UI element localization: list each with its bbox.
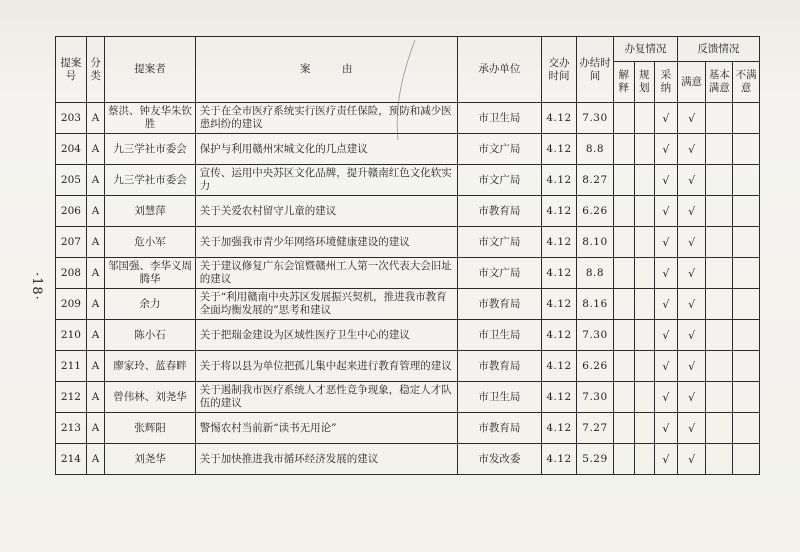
header-feedback-satisfied: 满意 bbox=[677, 62, 706, 103]
cell-basic bbox=[706, 351, 733, 382]
cell-assigned: 4.12 bbox=[542, 134, 577, 165]
header-proposer: 提案者 bbox=[105, 37, 195, 103]
cell-proposer: 九三学社市委会 bbox=[105, 165, 195, 196]
cell-proposer: 危小军 bbox=[105, 227, 195, 258]
cell-explain bbox=[613, 134, 634, 165]
cell-number: 207 bbox=[56, 227, 87, 258]
table-row bbox=[56, 103, 760, 134]
cell-completed: 8.10 bbox=[576, 227, 613, 258]
cell-unit: 市教育局 bbox=[457, 413, 541, 444]
cell-proposer: 余力 bbox=[105, 289, 195, 320]
cell-assigned: 4.12 bbox=[542, 289, 577, 320]
cell-satisfied: √ bbox=[677, 258, 706, 289]
cell-plan bbox=[634, 382, 655, 413]
cell-reason: 关于将以县为单位把孤儿集中起来进行教育管理的建议 bbox=[195, 351, 457, 382]
cell-reason: 警惕农村当前新“读书无用论” bbox=[195, 413, 457, 444]
table-row bbox=[56, 134, 760, 165]
cell-basic bbox=[706, 320, 733, 351]
table-row bbox=[56, 413, 760, 444]
cell-plan bbox=[634, 258, 655, 289]
cell-basic bbox=[706, 227, 733, 258]
cell-proposer: 陈小石 bbox=[105, 320, 195, 351]
cell-category: A bbox=[86, 444, 104, 475]
cell-unsatisfied bbox=[733, 165, 760, 196]
cell-explain bbox=[613, 103, 634, 134]
cell-category: A bbox=[86, 382, 104, 413]
cell-completed: 8.16 bbox=[576, 289, 613, 320]
cell-reason: 关于“利用赣南中央苏区发展振兴契机，推进我市教育全面均衡发展的”思考和建议 bbox=[195, 289, 457, 320]
cell-category: A bbox=[86, 289, 104, 320]
cell-satisfied: √ bbox=[677, 382, 706, 413]
cell-reason: 保护与利用赣州宋城文化的几点建议 bbox=[195, 134, 457, 165]
cell-explain bbox=[613, 289, 634, 320]
table-row bbox=[56, 289, 760, 320]
cell-adopt: √ bbox=[655, 103, 678, 134]
cell-number: 212 bbox=[56, 382, 87, 413]
header-completed-time: 办结时间 bbox=[576, 37, 613, 103]
page-number: ·18· bbox=[29, 272, 44, 301]
table-row bbox=[56, 258, 760, 289]
cell-plan bbox=[634, 413, 655, 444]
cell-basic bbox=[706, 196, 733, 227]
cell-unit: 市教育局 bbox=[457, 351, 541, 382]
cell-number: 206 bbox=[56, 196, 87, 227]
header-category: 分类 bbox=[86, 37, 104, 103]
cell-reason: 关于把瑞金建设为区域性医疗卫生中心的建议 bbox=[195, 320, 457, 351]
cell-assigned: 4.12 bbox=[542, 444, 577, 475]
cell-number: 211 bbox=[56, 351, 87, 382]
cell-proposer: 张辉阳 bbox=[105, 413, 195, 444]
cell-proposer: 刘慧萍 bbox=[105, 196, 195, 227]
cell-unsatisfied bbox=[733, 227, 760, 258]
cell-adopt: √ bbox=[655, 320, 678, 351]
cell-satisfied: √ bbox=[677, 351, 706, 382]
cell-number: 214 bbox=[56, 444, 87, 475]
cell-unit: 市文广局 bbox=[457, 258, 541, 289]
cell-completed: 8.8 bbox=[576, 134, 613, 165]
cell-unsatisfied bbox=[733, 351, 760, 382]
cell-unsatisfied bbox=[733, 258, 760, 289]
cell-unsatisfied bbox=[733, 320, 760, 351]
header-handling-adopt: 采纳 bbox=[655, 62, 678, 103]
header-feedback-basic: 基本满意 bbox=[706, 62, 733, 103]
cell-explain bbox=[613, 351, 634, 382]
cell-unit: 市卫生局 bbox=[457, 320, 541, 351]
cell-plan bbox=[634, 351, 655, 382]
cell-basic bbox=[706, 134, 733, 165]
cell-plan bbox=[634, 165, 655, 196]
cell-explain bbox=[613, 227, 634, 258]
cell-basic bbox=[706, 444, 733, 475]
cell-satisfied: √ bbox=[677, 134, 706, 165]
cell-number: 205 bbox=[56, 165, 87, 196]
cell-unsatisfied bbox=[733, 103, 760, 134]
cell-explain bbox=[613, 382, 634, 413]
cell-proposer: 刘尧华 bbox=[105, 444, 195, 475]
cell-unit: 市文广局 bbox=[457, 165, 541, 196]
header-subject: 案 由 bbox=[195, 37, 457, 103]
cell-category: A bbox=[86, 320, 104, 351]
cell-assigned: 4.12 bbox=[542, 413, 577, 444]
cell-basic bbox=[706, 289, 733, 320]
cell-category: A bbox=[86, 258, 104, 289]
header-number: 提案号 bbox=[56, 37, 87, 103]
cell-completed: 7.30 bbox=[576, 103, 613, 134]
cell-satisfied: √ bbox=[677, 320, 706, 351]
cell-explain bbox=[613, 165, 634, 196]
cell-adopt: √ bbox=[655, 165, 678, 196]
cell-adopt: √ bbox=[655, 351, 678, 382]
cell-unit: 市卫生局 bbox=[457, 382, 541, 413]
cell-adopt: √ bbox=[655, 134, 678, 165]
cell-unsatisfied bbox=[733, 382, 760, 413]
cell-unsatisfied bbox=[733, 289, 760, 320]
cell-assigned: 4.12 bbox=[542, 258, 577, 289]
cell-adopt: √ bbox=[655, 444, 678, 475]
cell-category: A bbox=[86, 165, 104, 196]
cell-unit: 市教育局 bbox=[457, 289, 541, 320]
header-unit: 承办单位 bbox=[457, 37, 541, 103]
cell-completed: 6.26 bbox=[576, 351, 613, 382]
cell-assigned: 4.12 bbox=[542, 320, 577, 351]
cell-number: 213 bbox=[56, 413, 87, 444]
table-row bbox=[56, 196, 760, 227]
cell-category: A bbox=[86, 413, 104, 444]
cell-plan bbox=[634, 289, 655, 320]
cell-proposer: 九三学社市委会 bbox=[105, 134, 195, 165]
cell-number: 203 bbox=[56, 103, 87, 134]
cell-number: 208 bbox=[56, 258, 87, 289]
cell-explain bbox=[613, 444, 634, 475]
cell-proposer: 曾伟林、刘尧华 bbox=[105, 382, 195, 413]
cell-basic bbox=[706, 413, 733, 444]
cell-reason: 关于加强我市青少年网络环境健康建设的建议 bbox=[195, 227, 457, 258]
header-handling-plan: 规划 bbox=[634, 62, 655, 103]
cell-adopt: √ bbox=[655, 258, 678, 289]
cell-reason: 关于关爱农村留守儿童的建议 bbox=[195, 196, 457, 227]
cell-completed: 8.8 bbox=[576, 258, 613, 289]
cell-category: A bbox=[86, 227, 104, 258]
cell-assigned: 4.12 bbox=[542, 351, 577, 382]
cell-number: 210 bbox=[56, 320, 87, 351]
cell-proposer: 廖家玲、蓝春畔 bbox=[105, 351, 195, 382]
cell-satisfied: √ bbox=[677, 289, 706, 320]
cell-unit: 市卫生局 bbox=[457, 103, 541, 134]
cell-satisfied: √ bbox=[677, 413, 706, 444]
cell-basic bbox=[706, 382, 733, 413]
cell-completed: 5.29 bbox=[576, 444, 613, 475]
cell-completed: 8.27 bbox=[576, 165, 613, 196]
cell-category: A bbox=[86, 103, 104, 134]
header-assigned-time: 交办时间 bbox=[542, 37, 577, 103]
cell-explain bbox=[613, 320, 634, 351]
header-handling-explain: 解释 bbox=[613, 62, 634, 103]
cell-adopt: √ bbox=[655, 413, 678, 444]
cell-reason: 宣传、运用中央苏区文化品牌，提升赣南红色文化软实力 bbox=[195, 165, 457, 196]
cell-plan bbox=[634, 227, 655, 258]
cell-adopt: √ bbox=[655, 227, 678, 258]
table-row bbox=[56, 320, 760, 351]
header-feedback-unsatisfied: 不满意 bbox=[733, 62, 760, 103]
cell-plan bbox=[634, 103, 655, 134]
cell-assigned: 4.12 bbox=[542, 103, 577, 134]
cell-assigned: 4.12 bbox=[542, 196, 577, 227]
cell-completed: 7.30 bbox=[576, 382, 613, 413]
table-row bbox=[56, 444, 760, 475]
table-row bbox=[56, 382, 760, 413]
cell-category: A bbox=[86, 134, 104, 165]
cell-reason: 关于遏制我市医疗系统人才恶性竞争现象，稳定人才队伍的建议 bbox=[195, 382, 457, 413]
cell-plan bbox=[634, 320, 655, 351]
cell-unsatisfied bbox=[733, 444, 760, 475]
proposal-table bbox=[55, 36, 760, 475]
cell-completed: 7.30 bbox=[576, 320, 613, 351]
cell-unsatisfied bbox=[733, 196, 760, 227]
cell-category: A bbox=[86, 196, 104, 227]
cell-assigned: 4.12 bbox=[542, 165, 577, 196]
cell-plan bbox=[634, 134, 655, 165]
header-handling-group: 办复情况 bbox=[613, 37, 677, 62]
cell-proposer: 蔡洪、钟友华朱钦胜 bbox=[105, 103, 195, 134]
header-feedback-group: 反馈情况 bbox=[677, 37, 759, 62]
cell-unit: 市发改委 bbox=[457, 444, 541, 475]
cell-satisfied: √ bbox=[677, 103, 706, 134]
cell-explain bbox=[613, 196, 634, 227]
cell-satisfied: √ bbox=[677, 227, 706, 258]
cell-plan bbox=[634, 444, 655, 475]
cell-unsatisfied bbox=[733, 413, 760, 444]
cell-plan bbox=[634, 196, 655, 227]
cell-adopt: √ bbox=[655, 382, 678, 413]
cell-explain bbox=[613, 413, 634, 444]
cell-unit: 市文广局 bbox=[457, 134, 541, 165]
cell-satisfied: √ bbox=[677, 444, 706, 475]
cell-reason: 关于建议修复广东会馆暨赣州工人第一次代表大会旧址的建议 bbox=[195, 258, 457, 289]
cell-explain bbox=[613, 258, 634, 289]
cell-proposer: 邹国强、李华义周腾华 bbox=[105, 258, 195, 289]
cell-basic bbox=[706, 103, 733, 134]
table-row bbox=[56, 165, 760, 196]
cell-unit: 市文广局 bbox=[457, 227, 541, 258]
table-row bbox=[56, 227, 760, 258]
cell-completed: 7.27 bbox=[576, 413, 613, 444]
cell-reason: 关于在全市医疗系统实行医疗责任保险，预防和减少医患纠纷的建议 bbox=[195, 103, 457, 134]
cell-assigned: 4.12 bbox=[542, 382, 577, 413]
cell-adopt: √ bbox=[655, 289, 678, 320]
cell-basic bbox=[706, 165, 733, 196]
cell-adopt: √ bbox=[655, 196, 678, 227]
cell-reason: 关于加快推进我市循环经济发展的建议 bbox=[195, 444, 457, 475]
cell-number: 204 bbox=[56, 134, 87, 165]
cell-assigned: 4.12 bbox=[542, 227, 577, 258]
cell-number: 209 bbox=[56, 289, 87, 320]
cell-completed: 6.26 bbox=[576, 196, 613, 227]
table-row bbox=[56, 351, 760, 382]
cell-unsatisfied bbox=[733, 134, 760, 165]
cell-basic bbox=[706, 258, 733, 289]
cell-satisfied: √ bbox=[677, 165, 706, 196]
cell-unit: 市教育局 bbox=[457, 196, 541, 227]
cell-satisfied: √ bbox=[677, 196, 706, 227]
cell-category: A bbox=[86, 351, 104, 382]
